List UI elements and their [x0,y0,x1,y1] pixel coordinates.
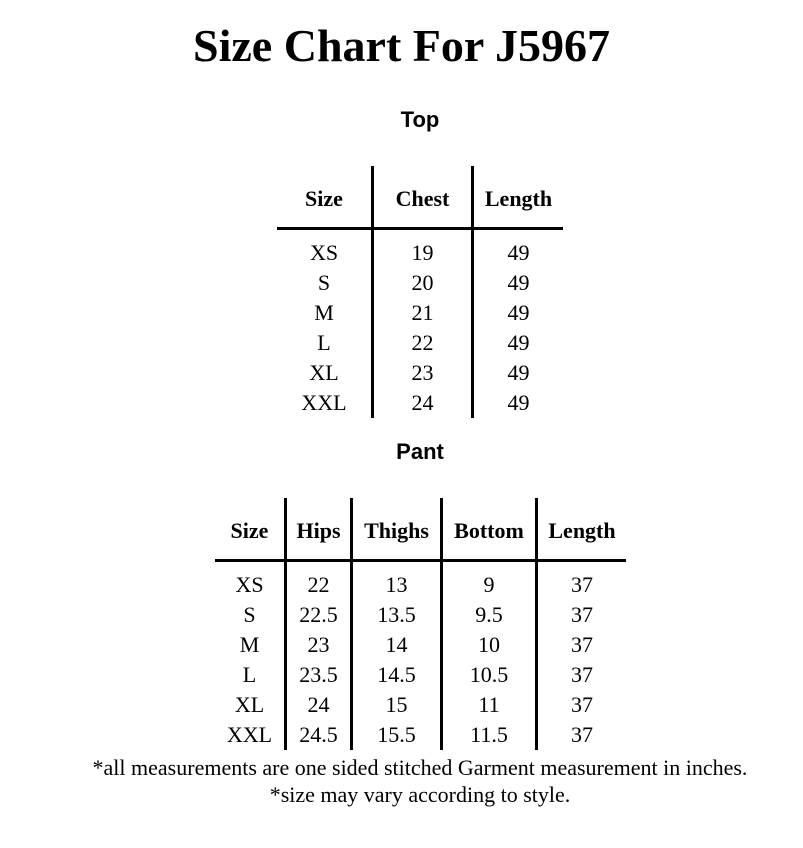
table-row [215,630,626,660]
table-row [215,690,626,720]
column-header-length: Length [473,166,564,229]
page-title: Size Chart For J5967 [193,20,610,71]
measurement-note: *all measurements are one sided stitched Garment measurement in inches. [92,755,748,780]
hips-cell: 23 [286,630,352,660]
spacer-row [215,561,626,571]
length-cell: 49 [507,300,530,325]
size-cell: M [215,630,286,660]
bottom-cell: 10.5 [442,660,537,690]
size-cell: XL [215,690,286,720]
column-header-length: Length [537,498,627,561]
thighs-cell: 13.5 [352,600,442,630]
table-row [277,298,563,328]
table-header-row [215,498,626,561]
thighs-cell: 15 [352,690,442,720]
size-cell: S [277,268,373,298]
size-variance-note: *size may vary according to style. [269,782,571,807]
chest-cell: 22 [373,328,473,358]
length-cell: 37 [571,692,593,717]
top-section-title: Top [400,107,440,132]
table-row [215,570,626,600]
length-cell: 37 [571,632,593,657]
length-cell: 49 [507,270,530,295]
thighs-cell: 13 [352,570,442,600]
length-cell: 37 [571,602,593,627]
chest-cell: 20 [373,268,473,298]
length-cell: 37 [571,722,593,747]
column-header-size: Size [215,498,286,561]
thighs-cell: 14.5 [352,660,442,690]
bottom-cell: 10 [442,630,537,660]
column-header-hips: Hips [286,498,352,561]
table-row [277,328,563,358]
size-cell: XS [215,570,286,600]
length-cell: 49 [507,330,530,355]
spacer-row [277,229,563,239]
table-row [215,660,626,690]
chest-cell: 23 [373,358,473,388]
chest-cell: 19 [373,238,473,268]
hips-cell: 24.5 [286,720,352,750]
size-cell: XL [277,358,373,388]
length-cell: 37 [571,662,593,687]
column-header-size: Size [277,166,373,229]
size-cell: XXL [215,720,286,750]
top-size-table [277,166,563,418]
table-row [215,600,626,630]
bottom-cell: 11.5 [442,720,537,750]
bottom-cell: 11 [442,690,537,720]
column-header-thighs: Thighs [352,498,442,561]
column-header-bottom: Bottom [442,498,537,561]
length-cell: 49 [507,360,530,385]
table-header-row [277,166,563,229]
thighs-cell: 14 [352,630,442,660]
hips-cell: 24 [286,690,352,720]
size-cell: S [215,600,286,630]
pant-section-title: Pant [396,439,444,464]
length-cell: 37 [571,572,593,597]
table-row [277,268,563,298]
chest-cell: 24 [373,388,473,418]
table-row [215,720,626,750]
bottom-cell: 9.5 [442,600,537,630]
length-cell: 49 [507,240,530,265]
chest-cell: 21 [373,298,473,328]
column-header-chest: Chest [373,166,473,229]
table-row [277,358,563,388]
thighs-cell: 15.5 [352,720,442,750]
hips-cell: 22 [286,570,352,600]
bottom-cell: 9 [442,570,537,600]
hips-cell: 22.5 [286,600,352,630]
hips-cell: 23.5 [286,660,352,690]
size-cell: XXL [277,388,373,418]
size-cell: L [215,660,286,690]
length-cell: 49 [507,390,530,415]
size-cell: M [277,298,373,328]
table-row [277,388,563,418]
pant-size-table [215,498,626,750]
size-cell: XS [277,238,373,268]
size-cell: L [277,328,373,358]
table-row [277,238,563,268]
